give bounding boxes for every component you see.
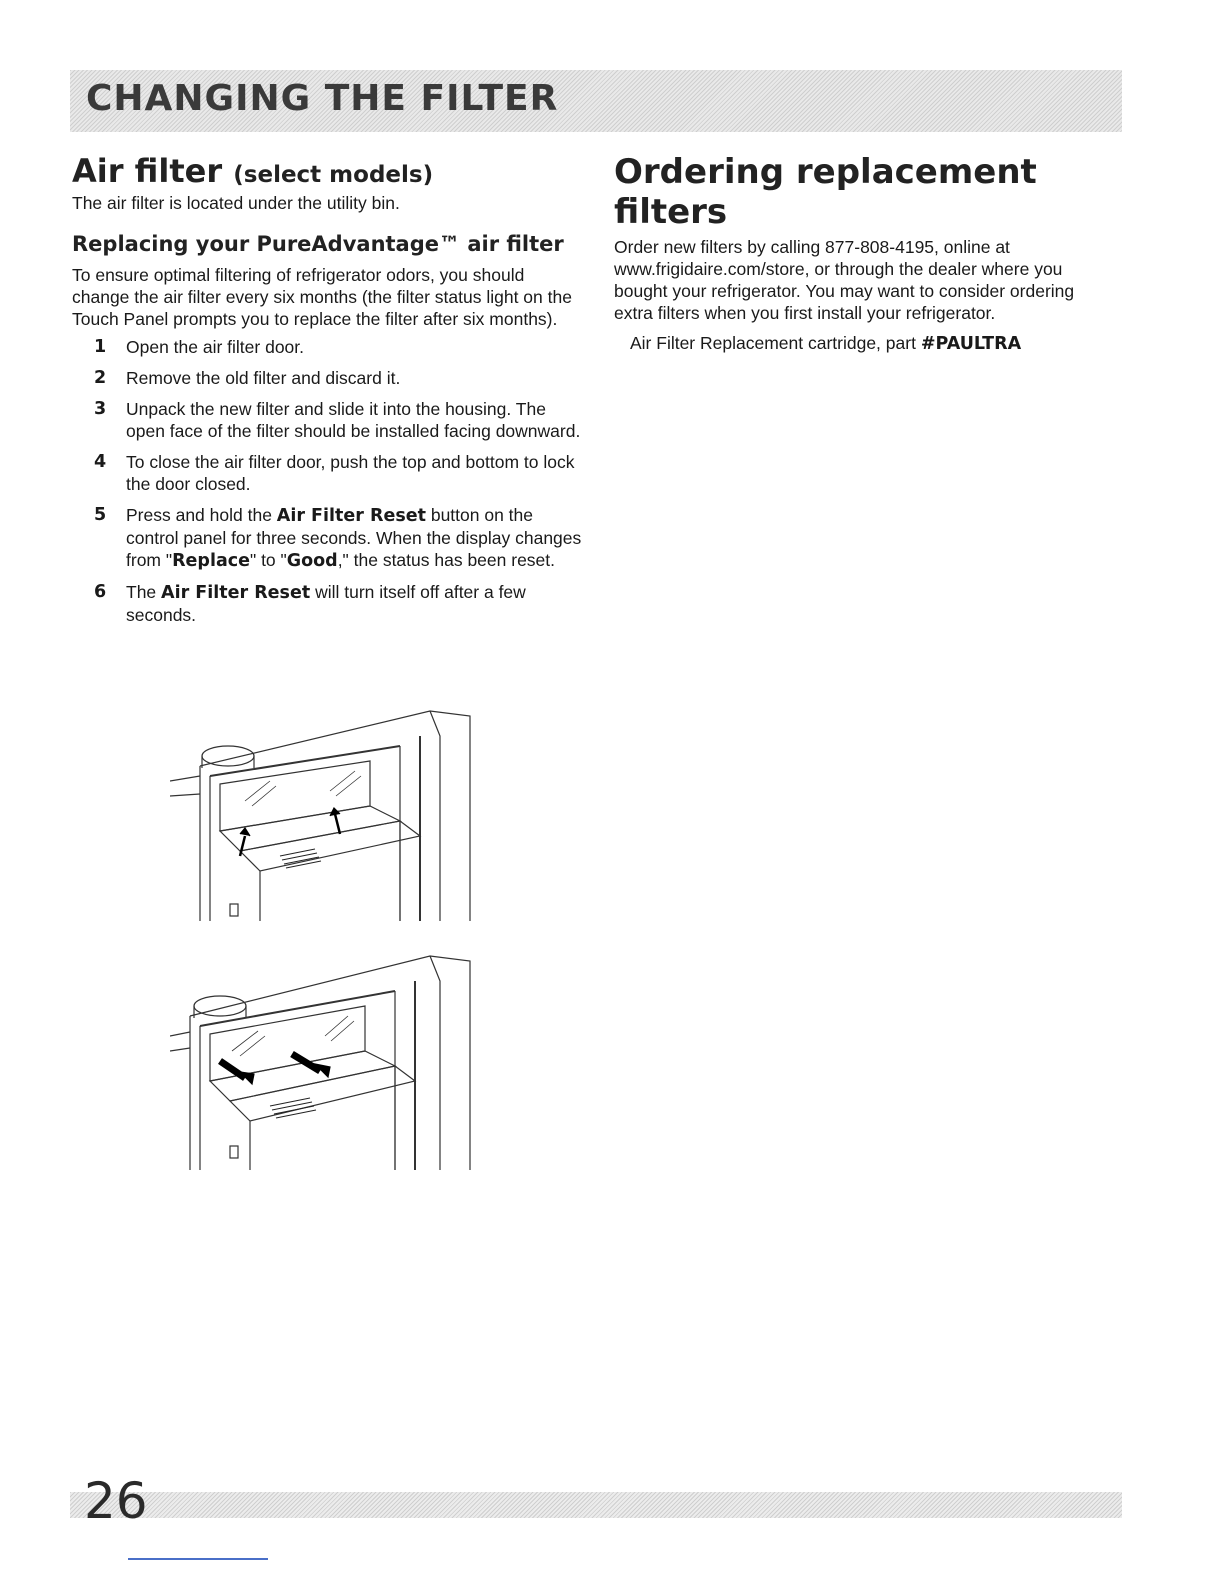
step-item [72,581,582,626]
left-column [72,150,582,635]
replace-label: Replace [172,551,250,571]
step-item [72,504,582,572]
step-number: 3 [94,399,107,419]
replacement-steps [72,336,582,626]
good-label: Good [286,551,338,571]
step-text: Unpack the new filter and slide it into the housing. The open face of the filter should be installed facing downward. [126,399,581,441]
footer-bar [70,1492,1122,1518]
air-filter-intro: The air filter is located under the utility bin. [72,193,400,213]
ordering-heading: Ordering replacement filters [614,152,1037,232]
step-text: Remove the old filter and discard it. [126,368,401,388]
step-text-c: button on the control panel for three seconds. When the display changes from " [126,505,582,570]
step-item [72,336,582,358]
step-item [72,398,582,442]
step-text-c: will turn itself off after a few seconds. [126,582,526,625]
step-text-d: " to " [250,550,287,570]
part-number-line [630,332,1114,355]
air-filter-heading-sub: (select models) [233,162,434,188]
step-item [72,367,582,389]
part-number: #PAULTRA [920,334,1022,354]
air-filter-reset-label: Air Filter Reset [276,506,426,526]
replacing-filter-heading: Replacing your PureAdvantage™ air filter [72,232,564,256]
right-column [614,150,1114,355]
ordering-paragraph: Order new filters by calling 877-808-4195, online at www.frigidaire.com/store, or through the dealer where you bought your refrigerator. You may want to consider ordering extra filters when you first install your refrigerator. [614,237,1075,323]
step-number: 6 [94,582,107,602]
air-filter-reset-label: Air Filter Reset [161,583,311,603]
filter-door-open-illustration [170,706,480,926]
part-text: Air Filter Replacement cartridge, part [630,333,921,353]
step-text-a: Press and hold the [126,505,277,525]
step-text: To close the air filter door, push the top and bottom to lock the door closed. [126,452,575,494]
step-text: Open the air filter door. [126,337,305,357]
air-filter-heading [72,152,582,190]
step-number: 2 [94,368,107,388]
step-item [72,451,582,495]
step-text-a: The [126,582,162,602]
section-banner [70,70,1122,132]
banner-title: CHANGING THE FILTER [86,78,559,119]
step-number: 4 [94,452,107,472]
air-filter-heading-text: Air filter [72,152,223,190]
step-number: 5 [94,505,107,525]
step-text-e: ," the status has been reset. [337,550,556,570]
footer-divider [128,1558,268,1560]
step-number: 1 [94,337,107,357]
page-number: 26 [84,1472,148,1530]
filter-insert-illustration [170,946,480,1172]
replacing-filter-paragraph: To ensure optimal filtering of refrigerator odors, you should change the air filter every six months (the filter status light on the Touch Panel prompts you to replace the filter after six months). [72,265,572,329]
